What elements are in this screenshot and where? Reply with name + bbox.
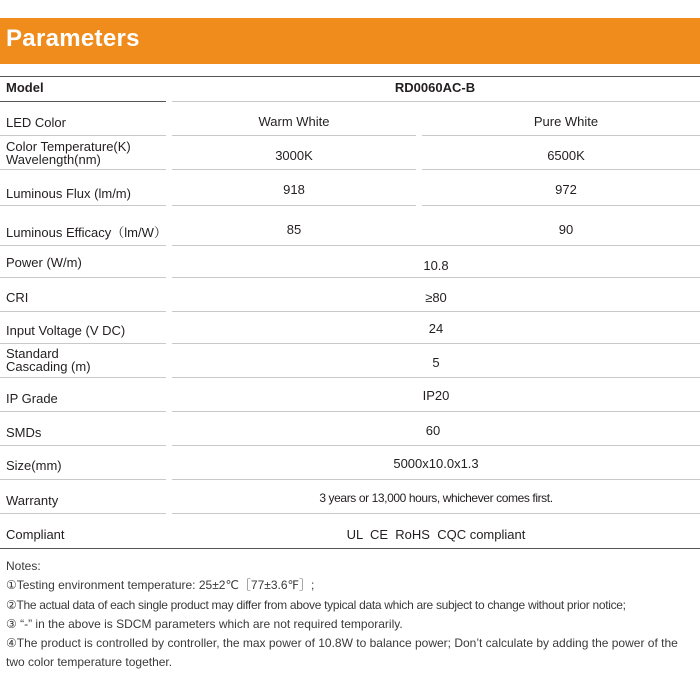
row-divider bbox=[0, 205, 166, 206]
row-divider bbox=[172, 479, 700, 480]
input-voltage-label: Input Voltage (V DC) bbox=[6, 323, 126, 338]
note-item: ④The product is controlled by controller, the max power of 10.8W to balance power; Don’t calculate by adding the power of the two color temperature together. bbox=[6, 636, 678, 670]
model-value: RD0060AC-B bbox=[394, 80, 476, 95]
row-divider bbox=[172, 411, 700, 412]
luminous-efficacy-label: Luminous Efficacy（lm/W） bbox=[6, 225, 167, 240]
led-color-warm: Warm White bbox=[258, 114, 330, 129]
power-value: 10.8 bbox=[423, 258, 449, 273]
warranty-value: 3 years or 13,000 hours, whichever comes first. bbox=[319, 491, 553, 505]
row-divider bbox=[422, 205, 700, 206]
row-divider bbox=[172, 245, 700, 246]
note-item: ③ “-” in the above is SDCM parameters which are not required temporarily. bbox=[6, 616, 403, 631]
row-divider bbox=[172, 205, 416, 206]
led-color-pure: Pure White bbox=[533, 114, 599, 129]
standard-cascading-value: 5 bbox=[432, 355, 440, 370]
row-divider bbox=[172, 311, 700, 312]
row-divider bbox=[172, 377, 700, 378]
power-label: Power (W/m) bbox=[6, 255, 82, 270]
row-divider bbox=[0, 377, 166, 378]
table-top-border bbox=[0, 76, 700, 77]
color-temperature-pure: 6500K bbox=[547, 148, 585, 163]
notes-section bbox=[6, 557, 696, 673]
led-color-label: LED Color bbox=[6, 115, 66, 130]
warranty-label: Warranty bbox=[6, 493, 59, 508]
row-divider bbox=[0, 135, 166, 136]
standard-cascading-label: Standard Cascading (m) bbox=[6, 346, 91, 374]
page-title: Parameters bbox=[6, 25, 140, 52]
row-divider bbox=[172, 135, 416, 136]
row-divider bbox=[0, 343, 166, 344]
cri-value: ≥80 bbox=[425, 290, 447, 305]
compliant-label: Compliant bbox=[6, 527, 65, 542]
color-temperature-label: Color Temperature(K) Wavelength(nm) bbox=[6, 139, 131, 167]
row-divider bbox=[0, 479, 166, 480]
input-voltage-value: 24 bbox=[428, 321, 444, 336]
row-divider bbox=[0, 513, 166, 514]
row-divider bbox=[172, 101, 700, 102]
compliant-value: UL CE RoHS CQC compliant bbox=[346, 527, 526, 542]
row-divider bbox=[422, 169, 700, 170]
row-divider bbox=[172, 343, 700, 344]
model-label: Model bbox=[6, 80, 44, 95]
ip-grade-value: IP20 bbox=[422, 388, 450, 403]
row-divider bbox=[172, 277, 700, 278]
smds-label: SMDs bbox=[6, 425, 42, 440]
luminous-efficacy-pure: 90 bbox=[558, 222, 574, 237]
size-label: Size(mm) bbox=[6, 458, 62, 473]
row-divider bbox=[172, 445, 700, 446]
note-item: ②The actual data of each single product may differ from above typical data which are subject to change without prior notice; bbox=[6, 597, 626, 612]
parameters-banner bbox=[0, 18, 700, 64]
size-value: 5000x10.0x1.3 bbox=[393, 456, 479, 471]
row-divider bbox=[0, 445, 166, 446]
row-divider bbox=[0, 277, 166, 278]
cri-label: CRI bbox=[6, 290, 29, 305]
row-divider bbox=[0, 245, 166, 246]
row-divider bbox=[0, 101, 166, 102]
luminous-flux-pure: 972 bbox=[555, 182, 577, 197]
color-temperature-warm: 3000K bbox=[275, 148, 313, 163]
row-divider bbox=[0, 411, 166, 412]
note-item: ①Testing environment temperature: 25±2℃［77±3.6℉］; bbox=[6, 578, 315, 593]
table-bottom-border bbox=[0, 548, 700, 549]
luminous-flux-warm: 918 bbox=[283, 182, 305, 197]
ip-grade-label: IP Grade bbox=[6, 391, 58, 406]
row-divider bbox=[172, 169, 416, 170]
row-divider bbox=[422, 135, 700, 136]
smds-value: 60 bbox=[425, 423, 441, 438]
row-divider bbox=[172, 513, 700, 514]
luminous-efficacy-warm: 85 bbox=[286, 222, 302, 237]
row-divider bbox=[0, 169, 166, 170]
notes-title: Notes: bbox=[6, 559, 41, 573]
row-divider bbox=[0, 311, 166, 312]
luminous-flux-label: Luminous Flux (lm/m) bbox=[6, 186, 131, 201]
